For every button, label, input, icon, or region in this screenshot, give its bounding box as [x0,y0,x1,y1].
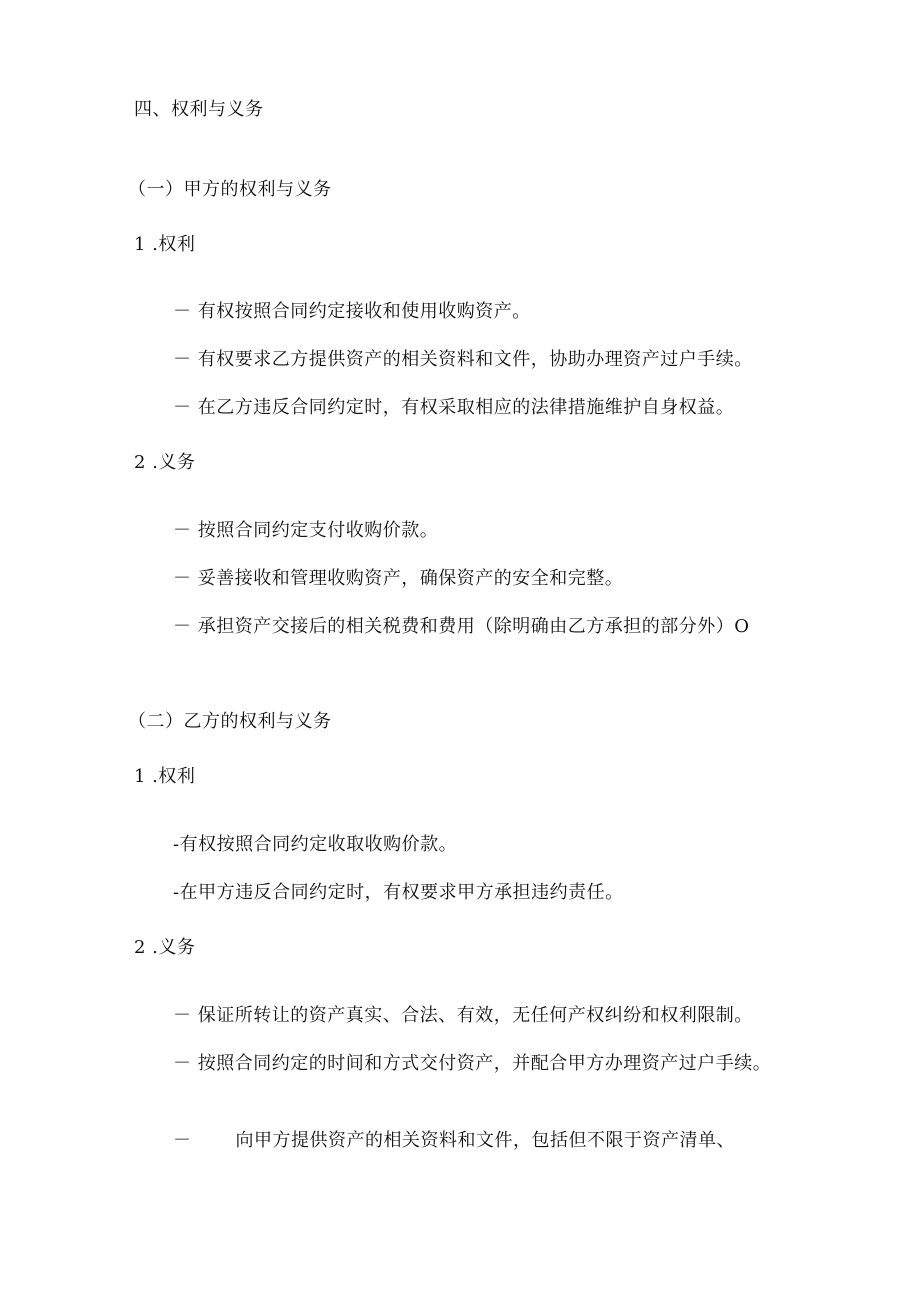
party-b-rights-label: 1 .权利 [134,766,196,787]
list-item-text: 向甲方提供资产的相关资料和文件，包括但不限于资产清单、 [235,1130,735,1151]
party-a-obligation-item: － 按照合同约定支付收购价款。 [173,520,439,541]
party-b-right-item: -有权按照合同约定收取收购价款。 [173,834,458,855]
party-a-obligations-label: 2 .义务 [134,452,196,473]
party-b-obligation-item [173,1129,735,1153]
party-a-right-item: － 有权要求乙方提供资产的相关资料和文件，协助办理资产过户手续。 [173,349,753,370]
section-title: 四、权利与义务 [134,99,264,120]
party-b-obligation-item: － 按照合同约定的时间和方式交付资产，并配合甲方办理资产过户手续。 [173,1053,772,1074]
party-a-right-item: － 有权按照合同约定接收和使用收购资产。 [173,301,531,322]
party-b-obligation-item: － 保证所转让的资产真实、合法、有效，无任何产权纠纷和权利限制。 [173,1005,753,1026]
party-b-heading: （二）乙方的权利与义务 [128,711,332,732]
party-a-heading: （一）甲方的权利与义务 [128,179,332,200]
party-a-right-item: － 在乙方违反合同约定时，有权采取相应的法律措施维护自身权益。 [173,397,735,418]
list-dash: － [173,1130,192,1151]
party-a-obligation-item: － 承担资产交接后的相关税费和费用（除明确由乙方承担的部分外）O [173,616,750,637]
party-b-obligations-label: 2 .义务 [134,937,196,958]
party-b-right-item: -在甲方违反合同约定时，有权要求甲方承担违约责任。 [173,882,624,903]
party-a-obligation-item: － 妥善接收和管理收购资产，确保资产的安全和完整。 [173,568,624,589]
party-a-rights-label: 1 .权利 [134,234,196,255]
